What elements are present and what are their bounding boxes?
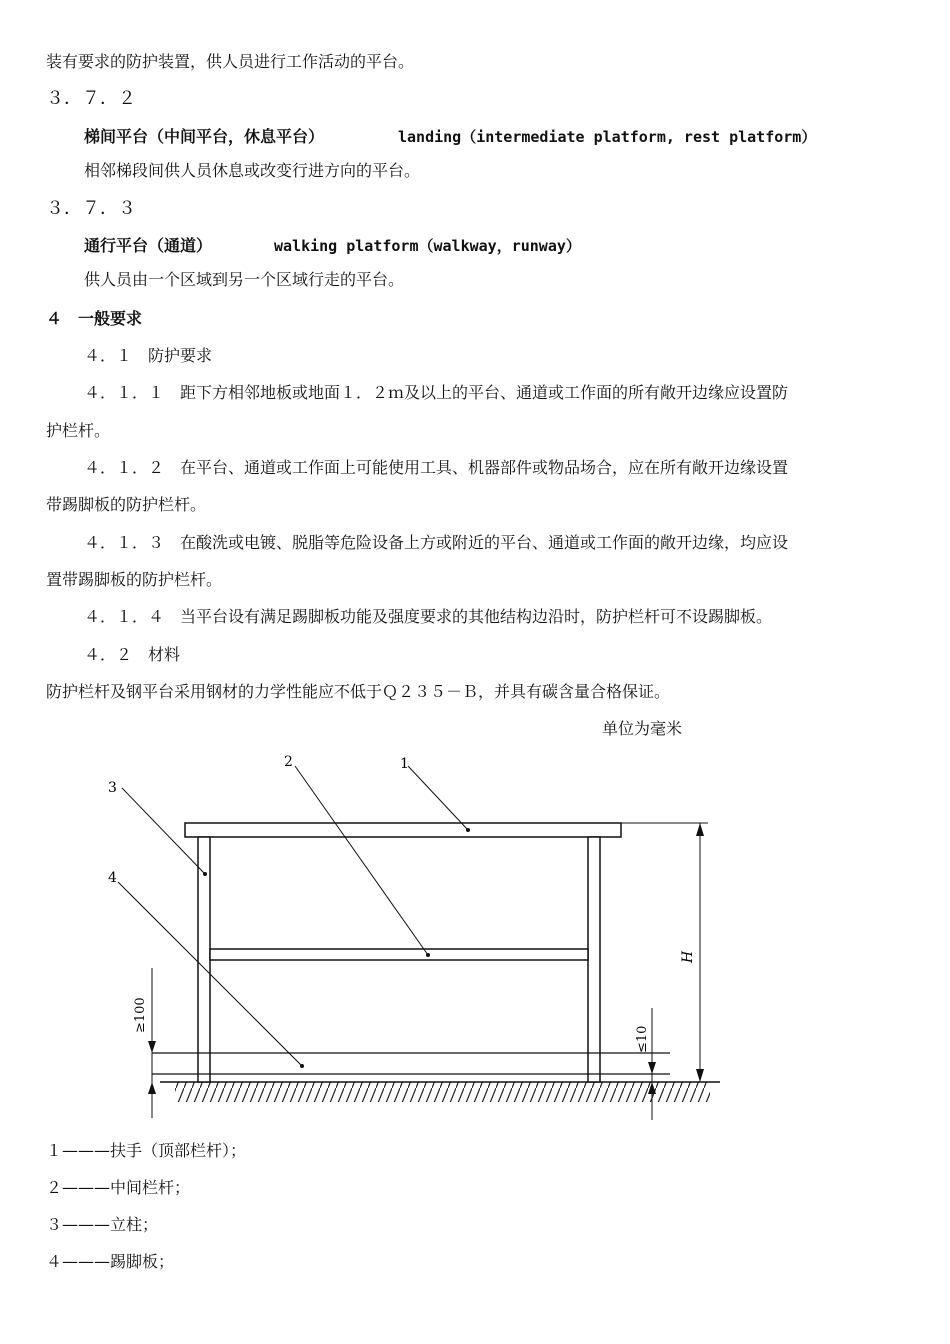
dim-h-arrow-bottom: [696, 1069, 704, 1082]
dim-toe-arrow-top: [148, 1041, 156, 1053]
leader-3-dot: [203, 872, 207, 876]
dim-toe-label: ≥100: [133, 997, 148, 1033]
heading-section-4-2: ４．２ 材料: [84, 645, 181, 664]
legend-text: 踢脚板；: [110, 1252, 175, 1271]
definition-walkway: 供人员由一个区域到另一个区域行走的平台。: [84, 270, 405, 289]
legend-text: 扶手（顶部栏杆）；: [110, 1141, 247, 1160]
legend-number: ３: [46, 1215, 63, 1234]
dim-height-label: H: [680, 950, 696, 963]
leader-2-dot: [426, 953, 430, 957]
legend-dash: ———: [62, 1141, 111, 1160]
legend-number: ４: [46, 1252, 63, 1271]
unit-note: 单位为毫米: [602, 719, 683, 738]
dim-gap-arrow-top: [648, 1062, 656, 1074]
mid-rail: [210, 949, 588, 960]
dim-h-arrow-top: [696, 823, 704, 836]
legend-item: [46, 1251, 174, 1273]
clause-4-1-3-line2: 置带踢脚板的防护栏杆。: [46, 570, 223, 589]
clause-4-1-2-line1: ４．１．２ 在平台、通道或工作面上可能使用工具、机器部件或物品场合，应在所有敞开边缘设置: [84, 458, 789, 477]
legend-text: 立柱；: [110, 1215, 159, 1234]
legend-number: １: [46, 1141, 63, 1160]
clause-4-1-1-line1: ４．１．１ 距下方相邻地板或地面１．２ｍ及以上的平台、通道或工作面的所有敞开边缘应设置防: [84, 383, 789, 402]
leader-1-dot: [466, 828, 470, 832]
term-en-landing: landing（intermediate platform, rest platform）: [398, 128, 817, 146]
leader-1: [408, 766, 468, 830]
legend-dash: ———: [62, 1178, 111, 1197]
leader-4-dot: [300, 1064, 304, 1068]
definition-landing: 相邻梯段间供人员休息或改变行进方向的平台。: [84, 161, 421, 180]
dim-gap-label: ≤10: [635, 1025, 650, 1053]
callout-1: 1: [400, 756, 409, 772]
section-number-3-7-3: ３．７．３: [46, 198, 136, 219]
dim-toe-arrow-bottom: [148, 1082, 156, 1094]
post-right: [588, 837, 600, 1082]
clause-4-1-3-line1: ４．１．３ 在酸洗或电镀、脱脂等危险设备上方或附近的平台、通道或工作面的敞开边缘，均应设: [84, 533, 789, 552]
handrail: [185, 823, 621, 837]
clause-4-1-1-line2: 护栏杆。: [46, 421, 111, 440]
legend-item: [46, 1140, 246, 1162]
guardrail-diagram: [80, 748, 760, 1128]
term-cn-walkway: 通行平台（通道）: [84, 236, 213, 255]
section-number-3-7-2: ３．７．２: [46, 88, 136, 109]
legend-number: ２: [46, 1178, 63, 1197]
heading-section-4-1: ４．１ 防护要求: [84, 346, 213, 365]
legend-item: [46, 1214, 158, 1236]
callout-4: 4: [108, 870, 117, 886]
ground-hatching: [175, 1082, 710, 1102]
term-cn-landing: 梯间平台（中间平台，休息平台）: [84, 127, 325, 146]
clause-4-1-2-line2: 带踢脚板的防护栏杆。: [46, 495, 207, 514]
heading-section-4: ４ 一般要求: [46, 309, 143, 328]
term-en-walkway: walking platform（walkway，runway）: [274, 237, 581, 255]
legend-dash: ———: [62, 1215, 111, 1234]
callout-2: 2: [284, 754, 293, 770]
legend-dash: ———: [62, 1252, 111, 1271]
text-line-top: 装有要求的防护装置，供人员进行工作活动的平台。: [46, 52, 415, 71]
legend-text: 中间栏杆；: [110, 1178, 191, 1197]
legend-item: [46, 1177, 190, 1199]
leader-2: [295, 766, 428, 955]
clause-4-1-4: ４．１．４ 当平台设有满足踢脚板功能及强度要求的其他结构边沿时，防护栏杆可不设踢脚板。: [84, 607, 773, 626]
callout-3: 3: [108, 780, 117, 796]
material-requirement: 防护栏杆及钢平台采用钢材的力学性能应不低于Ｑ２３５－Ｂ，并具有碳含量合格保证。: [46, 682, 671, 701]
